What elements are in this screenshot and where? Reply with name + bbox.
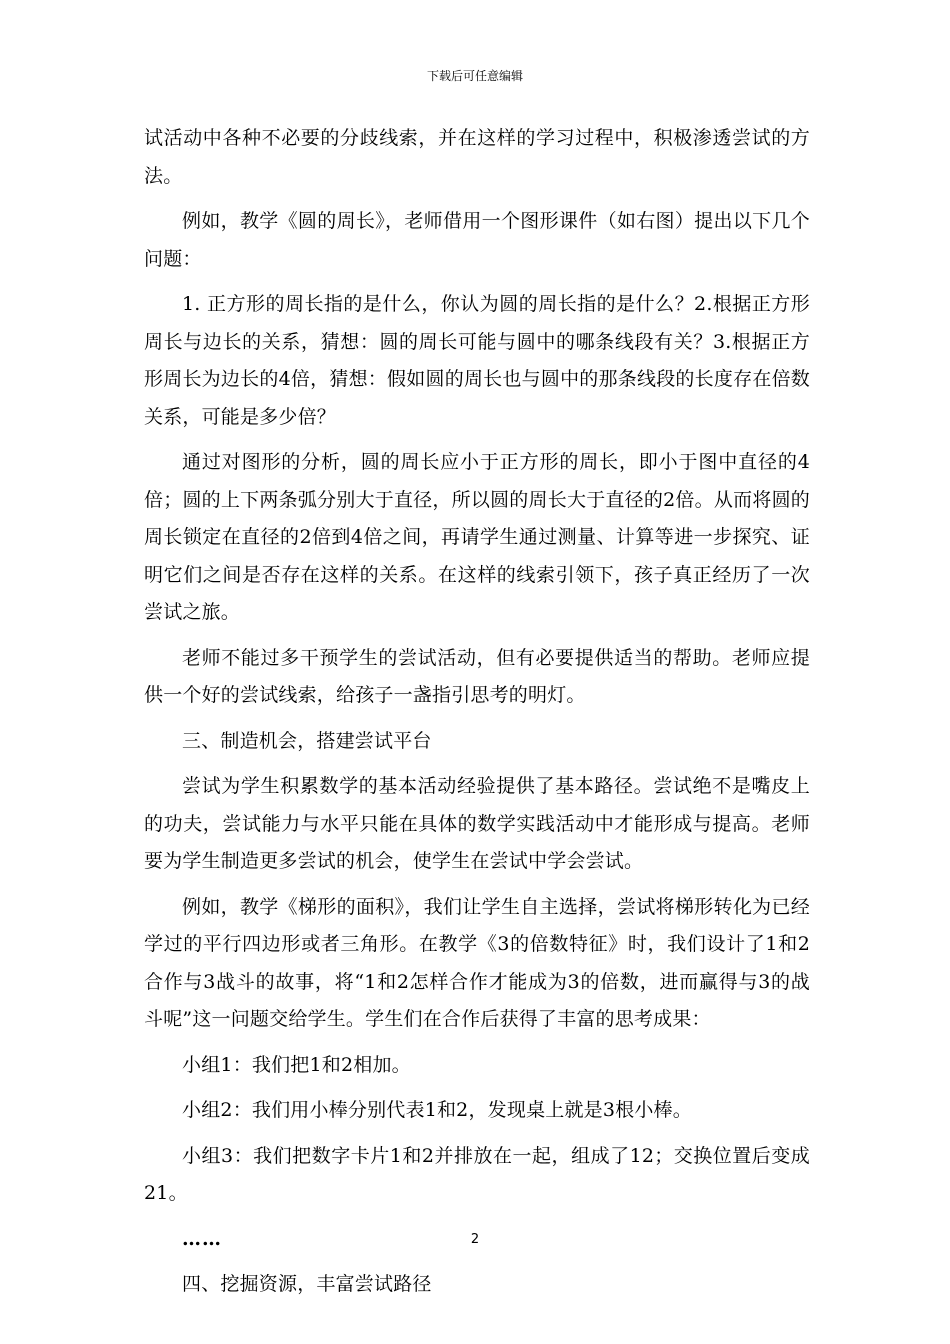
section-heading-4: 四、挖掘资源，丰富尝试路径 [182, 1273, 432, 1295]
paragraph-example-trapezoid: 例如，教学《梯形的面积》，我们让学生自主选择，尝试将梯形转化为已经学过的平行四边形或者三角形。在教学《3的倍数特征》时，我们设计了1和2合作与3战斗的故事，将“1和2怎样合作才能成为3的倍数，进而赢得与3的战斗呢”这一问题交给学生。学生们在合作后获得了丰富的思考成果： [144, 895, 810, 1030]
document-body [144, 120, 810, 1312]
paragraph-continuation: 试活动中各种不必要的分歧线索，并在这样的学习过程中，积极渗透尝试的方法。 [144, 127, 810, 187]
paragraph-questions: 1. 正方形的周长指的是什么，你认为圆的周长指的是什么？2.根据正方形周长与边长的关系，猜想：圆的周长可能与圆中的哪条线段有关？3.根据正方形周长为边长的4倍，猜想：假如圆的周长也与圆中的那条线段的长度存在倍数关系，可能是多少倍？ [144, 293, 810, 428]
ellipsis-marker: …… [182, 1227, 222, 1250]
page-header-note: 下载后可任意编辑 [426, 69, 523, 83]
paragraph-analysis: 通过对图形的分析，圆的周长应小于正方形的周长，即小于图中直径的4倍；圆的上下两条弧分别大于直径，所以圆的周长大于直径的2倍。从而将圆的周长锁定在直径的2倍到4倍之间，再请学生通过测量、计算等进一步探究、证明它们之间是否存在这样的关系。在这样的线索引领下，孩子真正经历了一次尝试之旅。 [144, 451, 810, 623]
paragraph-attempt-path: 尝试为学生积累数学的基本活动经验提供了基本路径。尝试绝不是嘴皮上的功夫，尝试能力与水平只能在具体的数学实践活动中才能形成与提高。老师要为学生制造更多尝试的机会，使学生在尝试中学会尝试。 [144, 775, 810, 872]
paragraph-example-circle: 例如，教学《圆的周长》，老师借用一个图形课件（如右图）提出以下几个问题： [144, 210, 810, 270]
list-item-group-2: 小组2：我们用小棒分别代表1和2，发现桌上就是3根小棒。 [182, 1099, 692, 1121]
paragraph-teacher-help: 老师不能过多干预学生的尝试活动，但有必要提供适当的帮助。老师应提供一个好的尝试线索，给孩子一盏指引思考的明灯。 [144, 646, 810, 706]
list-item-group-1: 小组1：我们把1和2相加。 [182, 1053, 411, 1076]
page-number: 2 [470, 1232, 480, 1247]
section-heading-3: 三、制造机会，搭建尝试平台 [182, 729, 432, 752]
list-item-group-3: 小组3：我们把数字卡片1和2并排放在一起，组成了12；交换位置后变成21。 [144, 1144, 810, 1204]
